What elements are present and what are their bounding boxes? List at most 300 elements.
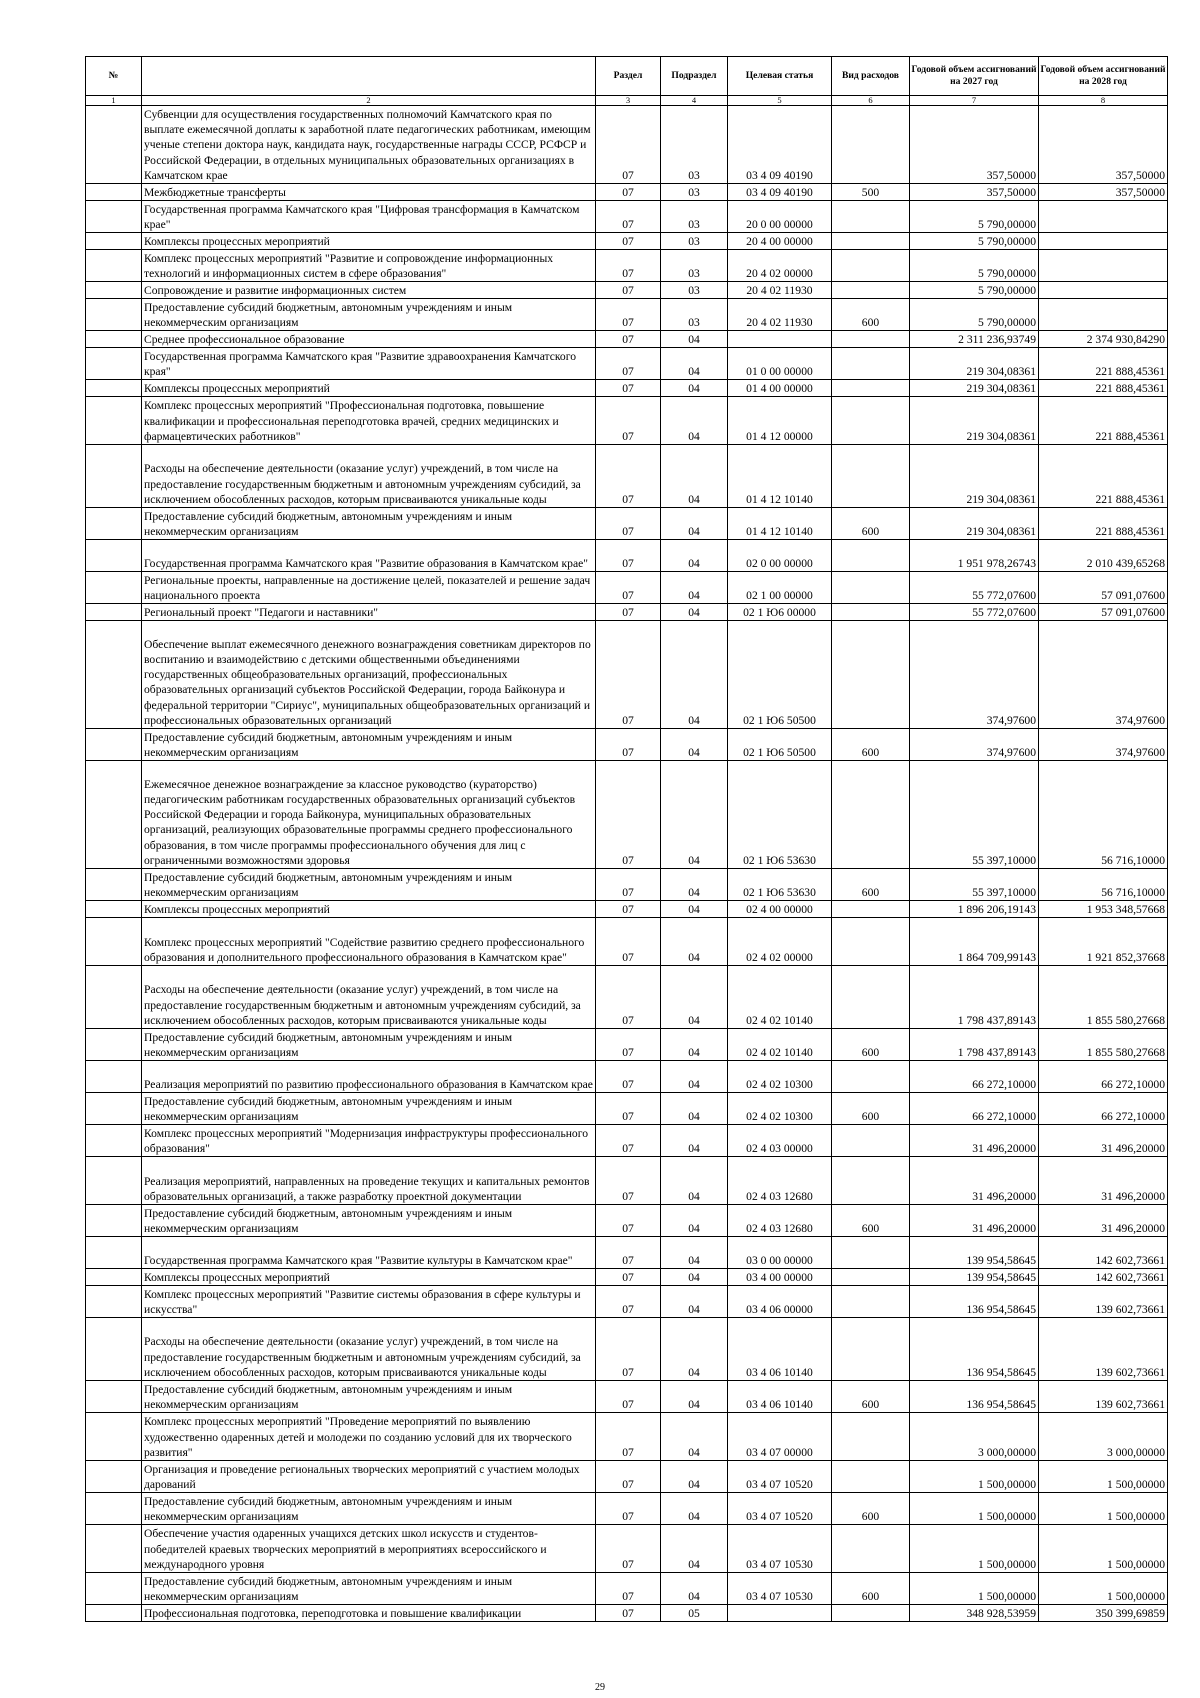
row-podrazdel-cell: 04 (661, 1461, 728, 1493)
row-name-cell: Организация и проведение региональных творческих мероприятий с участием молодых дарований (142, 1461, 596, 1493)
row-razdel-cell: 07 (596, 1413, 661, 1461)
row-podrazdel-cell: 05 (661, 1605, 728, 1622)
row-volume-2027-cell: 55 397,10000 (910, 869, 1039, 901)
row-podrazdel-cell: 04 (661, 1269, 728, 1286)
row-number-cell (86, 901, 142, 918)
row-razdel-cell: 07 (596, 621, 661, 729)
row-razdel-cell: 07 (596, 348, 661, 380)
row-volume-2027-cell: 1 500,00000 (910, 1525, 1039, 1573)
row-volume-2027-cell: 55 397,10000 (910, 761, 1039, 869)
row-podrazdel-cell: 03 (661, 184, 728, 201)
row-expense-type-cell (832, 604, 910, 621)
budget-table (85, 56, 1168, 1622)
row-expense-type-cell (832, 1286, 910, 1318)
row-target-article-cell: 03 4 06 00000 (728, 1286, 832, 1318)
row-target-article-cell: 20 4 02 11930 (728, 282, 832, 299)
row-razdel-cell: 07 (596, 761, 661, 869)
row-podrazdel-cell: 04 (661, 1493, 728, 1525)
row-expense-type-cell (832, 1525, 910, 1573)
row-volume-2028-cell: 1 500,00000 (1039, 1461, 1168, 1493)
table-row (86, 380, 1168, 397)
row-volume-2028-cell: 3 000,00000 (1039, 1413, 1168, 1461)
row-number-cell (86, 106, 142, 184)
table-row (86, 1381, 1168, 1413)
table-row (86, 918, 1168, 966)
row-number-cell (86, 1061, 142, 1093)
row-target-article-cell: 03 4 07 00000 (728, 1413, 832, 1461)
row-number-cell (86, 1573, 142, 1605)
row-podrazdel-cell: 04 (661, 869, 728, 901)
row-number-cell (86, 1318, 142, 1381)
table-row (86, 233, 1168, 250)
row-expense-type-cell (832, 282, 910, 299)
row-volume-2028-cell: 31 496,20000 (1039, 1125, 1168, 1157)
row-podrazdel-cell: 04 (661, 445, 728, 508)
row-podrazdel-cell: 03 (661, 299, 728, 331)
row-target-article-cell: 02 4 03 12680 (728, 1157, 832, 1205)
table-row (86, 1493, 1168, 1525)
row-podrazdel-cell: 03 (661, 233, 728, 250)
row-volume-2027-cell: 31 496,20000 (910, 1205, 1039, 1237)
row-name-cell: Комплексы процессных мероприятий (142, 901, 596, 918)
row-podrazdel-cell: 04 (661, 621, 728, 729)
row-number-cell (86, 1205, 142, 1237)
table-row (86, 1205, 1168, 1237)
row-volume-2028-cell: 56 716,10000 (1039, 761, 1168, 869)
row-volume-2027-cell: 136 954,58645 (910, 1318, 1039, 1381)
column-number: 2 (142, 96, 596, 106)
row-number-cell (86, 380, 142, 397)
row-volume-2027-cell: 219 304,08361 (910, 445, 1039, 508)
row-target-article-cell: 02 4 02 10300 (728, 1061, 832, 1093)
row-target-article-cell: 03 4 09 40190 (728, 106, 832, 184)
row-target-article-cell: 01 4 12 00000 (728, 397, 832, 445)
row-expense-type-cell: 600 (832, 869, 910, 901)
row-volume-2027-cell: 219 304,08361 (910, 397, 1039, 445)
row-target-article-cell: 02 4 02 10300 (728, 1093, 832, 1125)
row-volume-2027-cell: 3 000,00000 (910, 1413, 1039, 1461)
row-volume-2028-cell: 139 602,73661 (1039, 1318, 1168, 1381)
row-name-cell: Комплексы процессных мероприятий (142, 380, 596, 397)
header-podrazdel: Подраздел (661, 57, 728, 96)
row-razdel-cell: 07 (596, 1525, 661, 1573)
row-podrazdel-cell: 04 (661, 1286, 728, 1318)
table-row (86, 201, 1168, 233)
row-name-cell: Региональный проект "Педагоги и наставники" (142, 604, 596, 621)
row-name-cell: Государственная программа Камчатского края "Цифровая трансформация в Камчатском крае" (142, 201, 596, 233)
table-row (86, 508, 1168, 540)
row-expense-type-cell: 600 (832, 299, 910, 331)
row-number-cell (86, 508, 142, 540)
row-razdel-cell: 07 (596, 1573, 661, 1605)
row-expense-type-cell: 600 (832, 1205, 910, 1237)
row-expense-type-cell (832, 445, 910, 508)
row-razdel-cell: 07 (596, 869, 661, 901)
row-podrazdel-cell: 04 (661, 397, 728, 445)
row-target-article-cell: 03 4 06 10140 (728, 1381, 832, 1413)
row-expense-type-cell (832, 1318, 910, 1381)
row-volume-2028-cell: 139 602,73661 (1039, 1286, 1168, 1318)
table-row (86, 604, 1168, 621)
table-row (86, 106, 1168, 184)
row-volume-2027-cell: 55 772,07600 (910, 604, 1039, 621)
row-number-cell (86, 869, 142, 901)
column-number: 3 (596, 96, 661, 106)
row-name-cell: Реализация мероприятий по развитию профессионального образования в Камчатском крае (142, 1061, 596, 1093)
row-podrazdel-cell: 04 (661, 1525, 728, 1573)
row-volume-2027-cell: 1 500,00000 (910, 1493, 1039, 1525)
row-expense-type-cell: 600 (832, 508, 910, 540)
row-number-cell (86, 540, 142, 572)
table-row (86, 397, 1168, 445)
row-volume-2028-cell: 1 855 580,27668 (1039, 966, 1168, 1029)
row-expense-type-cell (832, 572, 910, 604)
row-podrazdel-cell: 04 (661, 918, 728, 966)
row-volume-2028-cell: 1 953 348,57668 (1039, 901, 1168, 918)
column-number: 4 (661, 96, 728, 106)
row-expense-type-cell (832, 1237, 910, 1269)
row-volume-2028-cell: 2 374 930,84290 (1039, 331, 1168, 348)
row-target-article-cell: 01 4 12 10140 (728, 508, 832, 540)
column-number: 1 (86, 96, 142, 106)
row-volume-2028-cell: 357,50000 (1039, 106, 1168, 184)
row-target-article-cell: 02 4 03 00000 (728, 1125, 832, 1157)
budget-table-sheet (85, 56, 1167, 1622)
table-row (86, 1093, 1168, 1125)
row-name-cell: Предоставление субсидий бюджетным, автономным учреждениям и иным некоммерческим организациям (142, 1029, 596, 1061)
row-name-cell: Комплекс процессных мероприятий "Модернизация инфраструктуры профессионального образования" (142, 1125, 596, 1157)
row-expense-type-cell (832, 250, 910, 282)
row-volume-2028-cell: 1 921 852,37668 (1039, 918, 1168, 966)
row-target-article-cell: 02 1 Ю6 50500 (728, 729, 832, 761)
row-razdel-cell: 07 (596, 1318, 661, 1381)
header-volume-2027: Годовой объем ассигнований на 2027 год (910, 57, 1039, 96)
table-row (86, 250, 1168, 282)
row-name-cell: Предоставление субсидий бюджетным, автономным учреждениям и иным некоммерческим организациям (142, 1093, 596, 1125)
row-expense-type-cell (832, 1157, 910, 1205)
row-name-cell: Сопровождение и развитие информационных систем (142, 282, 596, 299)
row-volume-2027-cell: 1 798 437,89143 (910, 1029, 1039, 1061)
row-number-cell (86, 1493, 142, 1525)
row-number-cell (86, 966, 142, 1029)
row-razdel-cell: 07 (596, 1061, 661, 1093)
row-volume-2028-cell: 374,97600 (1039, 729, 1168, 761)
column-number: 8 (1039, 96, 1168, 106)
row-expense-type-cell (832, 1061, 910, 1093)
header-row (86, 57, 1168, 96)
row-expense-type-cell (832, 1269, 910, 1286)
row-number-cell (86, 621, 142, 729)
row-number-cell (86, 282, 142, 299)
row-volume-2028-cell: 66 272,10000 (1039, 1061, 1168, 1093)
row-volume-2028-cell: 1 500,00000 (1039, 1573, 1168, 1605)
row-expense-type-cell (832, 201, 910, 233)
row-target-article-cell: 03 4 09 40190 (728, 184, 832, 201)
row-name-cell: Расходы на обеспечение деятельности (оказание услуг) учреждений, в том числе на предоставление государственным бюджетным и автономным учреждениям субсидий, за исключением обособленных расходов, которым присваиваются уникальные коды (142, 445, 596, 508)
row-volume-2027-cell: 1 500,00000 (910, 1573, 1039, 1605)
row-target-article-cell: 03 4 07 10520 (728, 1461, 832, 1493)
row-razdel-cell: 07 (596, 1125, 661, 1157)
row-name-cell: Государственная программа Камчатского края "Развитие здравоохранения Камчатского края" (142, 348, 596, 380)
row-number-cell (86, 331, 142, 348)
row-number-cell (86, 1525, 142, 1573)
row-number-cell (86, 445, 142, 508)
row-razdel-cell: 07 (596, 1461, 661, 1493)
row-expense-type-cell (832, 380, 910, 397)
row-podrazdel-cell: 04 (661, 966, 728, 1029)
row-volume-2027-cell: 374,97600 (910, 729, 1039, 761)
row-number-cell (86, 348, 142, 380)
row-podrazdel-cell: 04 (661, 572, 728, 604)
row-expense-type-cell (832, 901, 910, 918)
row-podrazdel-cell: 04 (661, 604, 728, 621)
row-razdel-cell: 07 (596, 201, 661, 233)
row-volume-2027-cell: 374,97600 (910, 621, 1039, 729)
table-row (86, 1125, 1168, 1157)
row-volume-2028-cell: 374,97600 (1039, 621, 1168, 729)
row-razdel-cell: 07 (596, 1093, 661, 1125)
row-volume-2028-cell: 221 888,45361 (1039, 380, 1168, 397)
row-expense-type-cell (832, 1461, 910, 1493)
row-target-article-cell: 02 4 00 00000 (728, 901, 832, 918)
row-target-article-cell: 02 4 02 00000 (728, 918, 832, 966)
row-number-cell (86, 604, 142, 621)
column-number: 5 (728, 96, 832, 106)
table-row (86, 621, 1168, 729)
row-name-cell: Региональные проекты, направленные на достижение целей, показателей и решение задач национального проекта (142, 572, 596, 604)
row-volume-2027-cell: 139 954,58645 (910, 1237, 1039, 1269)
row-target-article-cell: 02 1 Ю6 50500 (728, 621, 832, 729)
row-volume-2028-cell: 1 500,00000 (1039, 1525, 1168, 1573)
row-number-cell (86, 1157, 142, 1205)
row-podrazdel-cell: 04 (661, 1205, 728, 1237)
row-name-cell: Государственная программа Камчатского края "Развитие культуры в Камчатском крае" (142, 1237, 596, 1269)
header-razdel: Раздел (596, 57, 661, 96)
row-razdel-cell: 07 (596, 445, 661, 508)
row-razdel-cell: 07 (596, 572, 661, 604)
row-name-cell: Профессиональная подготовка, переподготовка и повышение квалификации (142, 1605, 596, 1622)
row-number-cell (86, 918, 142, 966)
header-volume-2028: Годовой объем ассигнований на 2028 год (1039, 57, 1168, 96)
row-expense-type-cell (832, 1413, 910, 1461)
row-razdel-cell: 07 (596, 1237, 661, 1269)
row-volume-2027-cell: 5 790,00000 (910, 250, 1039, 282)
row-name-cell: Предоставление субсидий бюджетным, автономным учреждениям и иным некоммерческим организациям (142, 1205, 596, 1237)
page-number: 29 (595, 1682, 605, 1693)
row-podrazdel-cell: 04 (661, 1093, 728, 1125)
row-expense-type-cell (832, 540, 910, 572)
row-volume-2028-cell: 139 602,73661 (1039, 1381, 1168, 1413)
table-row (86, 299, 1168, 331)
row-name-cell: Среднее профессиональное образование (142, 331, 596, 348)
row-target-article-cell: 03 4 06 10140 (728, 1318, 832, 1381)
row-podrazdel-cell: 03 (661, 282, 728, 299)
row-podrazdel-cell: 04 (661, 761, 728, 869)
row-volume-2028-cell: 57 091,07600 (1039, 572, 1168, 604)
row-expense-type-cell (832, 397, 910, 445)
row-name-cell: Комплексы процессных мероприятий (142, 1269, 596, 1286)
row-name-cell: Расходы на обеспечение деятельности (оказание услуг) учреждений, в том числе на предоставление государственным бюджетным и автономным учреждениям субсидий, за исключением обособленных расходов, которым присваиваются уникальные коды (142, 966, 596, 1029)
row-target-article-cell: 20 4 02 11930 (728, 299, 832, 331)
row-volume-2027-cell: 1 798 437,89143 (910, 966, 1039, 1029)
row-volume-2028-cell: 31 496,20000 (1039, 1205, 1168, 1237)
row-podrazdel-cell: 04 (661, 1318, 728, 1381)
row-volume-2027-cell: 1 951 978,26743 (910, 540, 1039, 572)
row-number-cell (86, 1125, 142, 1157)
row-target-article-cell (728, 1605, 832, 1622)
row-target-article-cell: 02 1 Ю6 00000 (728, 604, 832, 621)
row-podrazdel-cell: 04 (661, 1125, 728, 1157)
row-target-article-cell: 02 4 02 10140 (728, 1029, 832, 1061)
row-expense-type-cell: 600 (832, 1029, 910, 1061)
column-number-row (86, 96, 1168, 106)
row-target-article-cell: 02 1 Ю6 53630 (728, 869, 832, 901)
row-volume-2028-cell (1039, 299, 1168, 331)
table-row (86, 761, 1168, 869)
row-target-article-cell: 20 0 00 00000 (728, 201, 832, 233)
row-razdel-cell: 07 (596, 901, 661, 918)
row-volume-2027-cell: 5 790,00000 (910, 201, 1039, 233)
row-volume-2027-cell: 5 790,00000 (910, 299, 1039, 331)
row-expense-type-cell (832, 621, 910, 729)
row-podrazdel-cell: 04 (661, 540, 728, 572)
row-expense-type-cell (832, 1605, 910, 1622)
row-expense-type-cell (832, 966, 910, 1029)
row-podrazdel-cell: 04 (661, 1413, 728, 1461)
row-name-cell: Предоставление субсидий бюджетным, автономным учреждениям и иным некоммерческим организациям (142, 299, 596, 331)
row-podrazdel-cell: 04 (661, 1029, 728, 1061)
row-expense-type-cell: 500 (832, 184, 910, 201)
row-name-cell: Комплекс процессных мероприятий "Развитие и сопровождение информационных технологий и информационных систем в сфере образования" (142, 250, 596, 282)
row-number-cell (86, 572, 142, 604)
row-name-cell: Комплекс процессных мероприятий "Содействие развитию среднего профессионального образования и дополнительного профессионального образования в Камчатском крае" (142, 918, 596, 966)
table-row (86, 540, 1168, 572)
row-number-cell (86, 233, 142, 250)
row-volume-2028-cell: 350 399,69859 (1039, 1605, 1168, 1622)
row-volume-2028-cell: 57 091,07600 (1039, 604, 1168, 621)
row-target-article-cell: 01 0 00 00000 (728, 348, 832, 380)
row-target-article-cell: 20 4 02 00000 (728, 250, 832, 282)
row-volume-2028-cell (1039, 282, 1168, 299)
row-volume-2028-cell: 221 888,45361 (1039, 397, 1168, 445)
row-razdel-cell: 07 (596, 1269, 661, 1286)
row-name-cell: Межбюджетные трансферты (142, 184, 596, 201)
table-row (86, 901, 1168, 918)
row-razdel-cell: 07 (596, 540, 661, 572)
row-podrazdel-cell: 04 (661, 1381, 728, 1413)
row-name-cell: Предоставление субсидий бюджетным, автономным учреждениям и иным некоммерческим организациям (142, 1381, 596, 1413)
row-number-cell (86, 299, 142, 331)
row-volume-2027-cell: 357,50000 (910, 184, 1039, 201)
row-razdel-cell: 07 (596, 1205, 661, 1237)
row-target-article-cell (728, 331, 832, 348)
row-number-cell (86, 1286, 142, 1318)
row-expense-type-cell (832, 233, 910, 250)
row-number-cell (86, 729, 142, 761)
row-razdel-cell: 07 (596, 299, 661, 331)
row-name-cell: Предоставление субсидий бюджетным, автономным учреждениям и иным некоммерческим организациям (142, 869, 596, 901)
header-name (142, 57, 596, 96)
row-name-cell: Ежемесячное денежное вознаграждение за классное руководство (кураторство) педагогическим работникам государственных образовательных организаций субъектов Российской Федерации и города Байконура, муниципальных образовательных организаций, реализующих образовательные программы среднего профессионального образования, в том числе программы профессионального обучения для лиц с ограниченными возможностями здоровья (142, 761, 596, 869)
table-row (86, 1157, 1168, 1205)
row-volume-2027-cell: 219 304,08361 (910, 380, 1039, 397)
row-volume-2028-cell: 142 602,73661 (1039, 1237, 1168, 1269)
row-podrazdel-cell: 04 (661, 348, 728, 380)
row-number-cell (86, 250, 142, 282)
row-volume-2028-cell: 221 888,45361 (1039, 508, 1168, 540)
row-name-cell: Комплекс процессных мероприятий "Проведение мероприятий по выявлению художественно одаренных детей и молодежи по созданию условий для их творческого развития" (142, 1413, 596, 1461)
row-volume-2027-cell: 348 928,53959 (910, 1605, 1039, 1622)
row-volume-2028-cell (1039, 250, 1168, 282)
row-expense-type-cell: 600 (832, 1381, 910, 1413)
row-podrazdel-cell: 04 (661, 1573, 728, 1605)
row-volume-2027-cell: 66 272,10000 (910, 1093, 1039, 1125)
row-target-article-cell: 02 0 00 00000 (728, 540, 832, 572)
row-razdel-cell: 07 (596, 604, 661, 621)
row-number-cell (86, 761, 142, 869)
row-volume-2027-cell: 5 790,00000 (910, 282, 1039, 299)
row-volume-2028-cell: 221 888,45361 (1039, 348, 1168, 380)
table-row (86, 572, 1168, 604)
row-expense-type-cell (832, 331, 910, 348)
table-row (86, 184, 1168, 201)
row-target-article-cell: 20 4 00 00000 (728, 233, 832, 250)
row-name-cell: Комплексы процессных мероприятий (142, 233, 596, 250)
table-row (86, 331, 1168, 348)
row-name-cell: Реализация мероприятий, направленных на проведение текущих и капитальных ремонтов образовательных организаций, а также разработку проектной документации (142, 1157, 596, 1205)
table-body (86, 106, 1168, 1622)
row-expense-type-cell (832, 918, 910, 966)
row-razdel-cell: 07 (596, 1157, 661, 1205)
row-volume-2027-cell: 136 954,58645 (910, 1381, 1039, 1413)
row-expense-type-cell (832, 106, 910, 184)
row-razdel-cell: 07 (596, 331, 661, 348)
row-target-article-cell: 01 4 00 00000 (728, 380, 832, 397)
row-name-cell: Предоставление субсидий бюджетным, автономным учреждениям и иным некоммерческим организациям (142, 1573, 596, 1605)
row-podrazdel-cell: 04 (661, 901, 728, 918)
row-podrazdel-cell: 04 (661, 508, 728, 540)
row-number-cell (86, 1237, 142, 1269)
row-volume-2027-cell: 219 304,08361 (910, 348, 1039, 380)
row-target-article-cell: 01 4 12 10140 (728, 445, 832, 508)
row-number-cell (86, 1413, 142, 1461)
row-razdel-cell: 07 (596, 918, 661, 966)
table-row (86, 1413, 1168, 1461)
row-expense-type-cell: 600 (832, 729, 910, 761)
row-volume-2028-cell: 221 888,45361 (1039, 445, 1168, 508)
column-number: 6 (832, 96, 910, 106)
row-volume-2028-cell: 1 855 580,27668 (1039, 1029, 1168, 1061)
row-number-cell (86, 1093, 142, 1125)
row-target-article-cell: 03 4 00 00000 (728, 1269, 832, 1286)
column-number: 7 (910, 96, 1039, 106)
row-name-cell: Государственная программа Камчатского края "Развитие образования в Камчатском крае" (142, 540, 596, 572)
table-row (86, 1269, 1168, 1286)
table-row (86, 729, 1168, 761)
row-razdel-cell: 07 (596, 282, 661, 299)
row-volume-2028-cell (1039, 201, 1168, 233)
row-volume-2028-cell: 56 716,10000 (1039, 869, 1168, 901)
row-target-article-cell: 02 1 Ю6 53630 (728, 761, 832, 869)
row-razdel-cell: 07 (596, 966, 661, 1029)
row-number-cell (86, 201, 142, 233)
table-row (86, 348, 1168, 380)
row-volume-2028-cell: 2 010 439,65268 (1039, 540, 1168, 572)
row-name-cell: Субвенции для осуществления государственных полномочий Камчатского края по выплате ежемесячной доплаты к заработной плате педагогических работникам, имеющим ученые степени доктора наук, кандидата наук, государственные награды СССР, РСФСР и Российской Федерации, в отдельных муниципальных образовательных организациях в Камчатском крае (142, 106, 596, 184)
row-razdel-cell: 07 (596, 250, 661, 282)
row-volume-2027-cell: 1 864 709,99143 (910, 918, 1039, 966)
row-target-article-cell: 03 4 07 10530 (728, 1525, 832, 1573)
